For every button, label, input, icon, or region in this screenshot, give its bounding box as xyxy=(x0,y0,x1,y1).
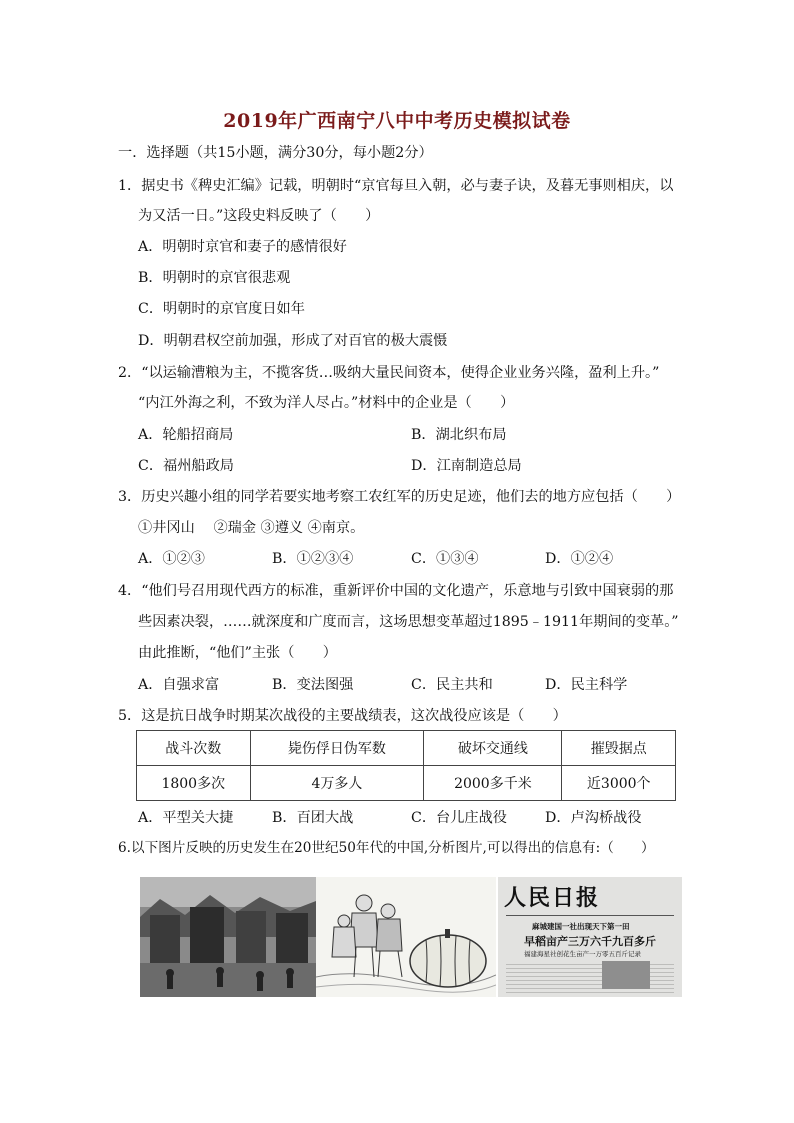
q4-stem-line2: 些因素决裂，……就深度和广度而言，这场思想变革超过1895﹣1911年期间的变革。” xyxy=(138,614,679,630)
q2-option-d: D．江南制造总局 xyxy=(411,458,522,474)
newspaper-headline: 早稻亩产三万六千九百多斤 xyxy=(524,935,656,948)
q3-stem-line1: 3．历史兴趣小组的同学若要实地考察工农红军的历史足迹，他们去的地方应包括（ ） xyxy=(118,489,681,505)
q2-option-b: B．湖北织布局 xyxy=(411,427,507,443)
table-cell: 近3000个 xyxy=(562,766,676,801)
q1-stem-line2: 为又活一日。”这段史料反映了（ ） xyxy=(138,208,380,224)
table-cell: 1800多次 xyxy=(137,766,251,801)
page-title: 2019年广西南宁八中中考历史模拟试卷 xyxy=(223,110,571,132)
q2-stem-line1: 2．“以运输漕粮为主，不揽客货…吸纳大量民间资本，使得企业业务兴隆，盈利上升。” xyxy=(118,365,660,381)
section-heading: 一．选择题（共15小题，满分30分，每小题2分） xyxy=(118,145,433,161)
q4-option-a: A．自强求富 xyxy=(138,677,220,693)
q6-stem-line1: 6.以下图片反映的历史发生在20世纪50年代的中国,分析图片,可以得出的信息有:（ ） xyxy=(118,840,655,856)
q4-option-d: D．民主科学 xyxy=(545,677,628,693)
q1-option-c: C．明朝时的京官度日如年 xyxy=(138,301,305,317)
q5-option-c: C．台儿庄战役 xyxy=(411,810,507,826)
q1-stem-line1: 1．据史书《稗史汇编》记载，明朝时“京官每旦入朝，必与妻子诀，及暮无事则相庆，以 xyxy=(118,178,674,194)
q2-option-c: C．福州船政局 xyxy=(138,458,234,474)
table-row xyxy=(137,766,676,801)
newspaper-small-headline: 麻城建国一社出现天下第一田 xyxy=(532,922,630,931)
q5-option-b: B．百团大战 xyxy=(272,810,354,826)
q3-option-a: A．①②③ xyxy=(138,551,205,567)
table-header-cell: 毙伤俘日伪军数 xyxy=(250,731,424,766)
table-header-row xyxy=(137,731,676,766)
q5-option-a: A．平型关大捷 xyxy=(138,810,234,826)
q4-option-b: B．变法图强 xyxy=(272,677,354,693)
peoples-daily-newspaper xyxy=(498,877,682,997)
q4-option-c: C．民主共和 xyxy=(411,677,493,693)
q3-option-b: B．①②③④ xyxy=(272,551,354,567)
q1-option-a: A．明朝时京官和妻子的感情很好 xyxy=(138,239,347,255)
table-header-cell: 破坏交通线 xyxy=(424,731,562,766)
q2-option-a: A．轮船招商局 xyxy=(138,427,234,443)
table-header-cell: 战斗次数 xyxy=(137,731,251,766)
q1-option-d: D．明朝君权空前加强，形成了对百官的极大震慑 xyxy=(138,333,448,349)
newspaper-subhead: 福建海星社创花生亩产一万零五百斤记录 xyxy=(524,950,641,958)
q2-stem-line2: “内江外海之利，不致为洋人尽占。”材料中的企业是（ ） xyxy=(138,395,515,411)
q5-stem-line1: 5．这是抗日战争时期某次战役的主要战绩表，这次战役应该是（ ） xyxy=(118,708,567,724)
q6-images xyxy=(140,877,682,997)
table-cell: 4万多人 xyxy=(250,766,424,801)
newspaper-masthead: 人民日报 xyxy=(504,885,601,911)
giant-pumpkin-drawing xyxy=(316,877,496,997)
q4-stem-line1: 4．“他们号召用现代西方的标准，重新评价中国的文化遗产，乐意地与引致中国衰弱的那 xyxy=(118,583,674,599)
backyard-furnace-photo xyxy=(140,877,316,997)
q5-option-d: D．卢沟桥战役 xyxy=(545,810,642,826)
battle-results-table xyxy=(136,730,676,801)
q3-option-d: D．①②④ xyxy=(545,551,614,567)
table-header-cell: 摧毁据点 xyxy=(562,731,676,766)
q4-stem-line3: 由此推断，“他们”主张（ ） xyxy=(138,645,337,661)
q3-option-c: C．①③④ xyxy=(411,551,479,567)
table-cell: 2000多千米 xyxy=(424,766,562,801)
q1-option-b: B．明朝时的京官很悲观 xyxy=(138,270,291,286)
q3-stem-line2: ①井冈山 ②瑞金 ③遵义 ④南京。 xyxy=(138,520,365,536)
